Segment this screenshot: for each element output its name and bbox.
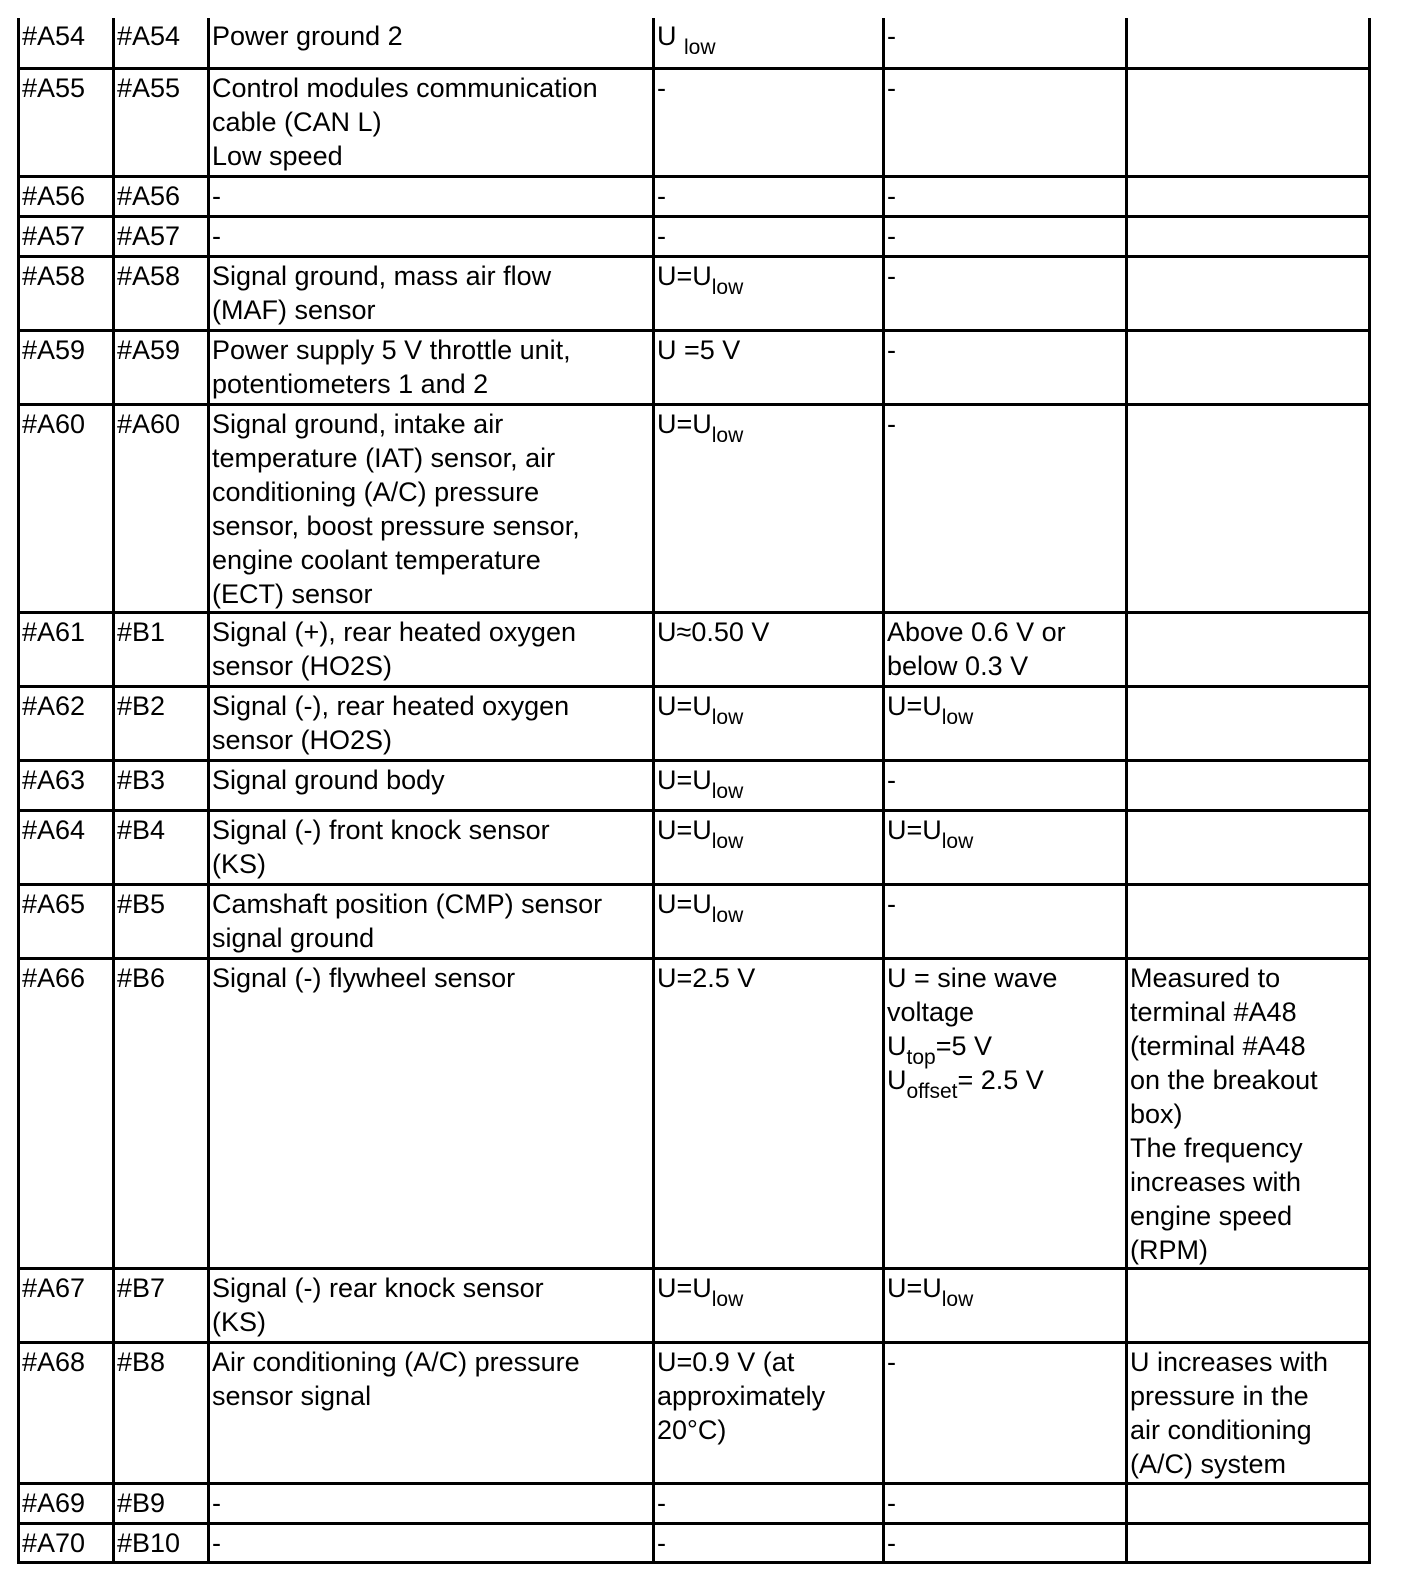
cell-line: #B6 [117,962,166,993]
cell-line: #A55 [117,72,181,103]
cell-line: - [212,1487,221,1518]
cell-description [209,404,654,612]
symbol: U [657,21,684,51]
cell-line: #A57 [22,220,86,251]
cell-pin-b [114,1268,209,1342]
cell-line: #A56 [22,180,86,211]
cell-line: #B8 [117,1346,166,1377]
cell-pin-b [114,18,209,68]
cell-line: - [887,180,896,211]
cell-line: Signal (-), rear heated oxygen [212,690,570,721]
cell-line: #A66 [22,962,86,993]
cell-voltage-condition-1 [654,958,884,1268]
cell-description [209,1342,654,1483]
cell-line: - [887,72,896,103]
cell-voltage-condition-2 [884,330,1127,404]
cell-voltage-condition-2 [884,216,1127,256]
subscript: low [711,829,744,853]
cell-notes [1127,1483,1370,1523]
cell-line [887,813,1123,853]
cell-line: (KS) [212,848,266,879]
cell-pin-a [19,216,114,256]
subscript: low [711,779,744,803]
cell-line: below 0.3 V [887,650,1029,681]
cell-notes [1127,1342,1370,1483]
cell-description [209,256,654,330]
cell-notes [1127,760,1370,810]
cell-line: - [887,1346,896,1377]
cell-line [657,813,880,853]
cell-line: #A56 [117,180,181,211]
cell-line: - [887,1487,896,1518]
subscript: low [711,903,744,927]
cell-voltage-condition-1 [654,810,884,884]
cell-voltage-condition-2 [884,612,1127,686]
cell-line: Camshaft position (CMP) sensor [212,888,603,919]
subscript: low [711,1287,744,1311]
cell-pin-a [19,176,114,216]
cell-voltage-condition-2 [884,18,1127,68]
cell-line: #B10 [117,1527,181,1558]
cell-line: (terminal #A48 [1130,1030,1306,1061]
cell-line: #B7 [117,1272,166,1303]
cell-voltage-condition-2 [884,1268,1127,1342]
cell-line: box) [1130,1098,1183,1129]
cell-line: - [212,1527,221,1558]
cell-pin-a [19,404,114,612]
cell-line: #A70 [22,1527,86,1558]
symbol: U=U [657,690,712,721]
cell-pin-b [114,1342,209,1483]
cell-line: #B2 [117,690,166,721]
cell-line: Power ground 2 [212,21,403,51]
value: =5 V [935,1030,992,1061]
cell-pin-b [114,1483,209,1523]
cell-line: - [887,21,896,51]
cell-line: conditioning (A/C) pressure [212,476,540,507]
cell-line: - [887,334,896,365]
cell-pin-a [19,686,114,760]
cell-line: #A57 [117,220,181,251]
cell-line: cable (CAN L) [212,106,382,137]
cell-line: on the breakout [1130,1064,1318,1095]
cell-line: approximately [657,1380,826,1411]
cell-line: terminal #A48 [1130,996,1297,1027]
symbol: U=U [887,690,942,721]
subscript: low [711,275,744,299]
cell-line [887,689,1123,729]
cell-line: #B5 [117,888,166,919]
cell-description [209,686,654,760]
cell-line: #A65 [22,888,86,919]
cell-voltage-condition-1 [654,1268,884,1342]
cell-pin-a [19,760,114,810]
cell-pin-b [114,404,209,612]
cell-line: #A54 [22,21,86,51]
table-row [19,176,1370,216]
cell-line [657,1271,880,1311]
subscript: top [906,1045,936,1069]
cell-line: - [887,764,896,795]
cell-voltage-condition-1 [654,686,884,760]
cell-voltage-condition-1 [654,216,884,256]
cell-notes [1127,330,1370,404]
subscript: low [711,423,744,447]
cell-line: signal ground [212,922,375,953]
symbol: U=U [657,260,712,291]
symbol: U=U [887,1272,942,1303]
cell-line [657,689,880,729]
cell-pin-a [19,330,114,404]
cell-line: (ECT) sensor [212,578,373,609]
cell-line: - [887,260,896,291]
table-row [19,958,1370,1268]
cell-pin-b [114,176,209,216]
symbol: U=U [657,1272,712,1303]
cell-line: U = sine wave [887,962,1058,993]
cell-voltage-condition-2 [884,958,1127,1268]
cell-line: - [887,220,896,251]
cell-pin-b [114,760,209,810]
subscript: low [711,705,744,729]
cell-line: U increases with [1130,1346,1329,1377]
cell-line: #A61 [22,616,86,647]
table-row [19,1523,1370,1562]
cell-pin-a [19,18,114,68]
cell-line: - [887,408,896,439]
subscript: low [941,705,974,729]
cell-notes [1127,686,1370,760]
cell-description [209,18,654,68]
cell-voltage-condition-2 [884,1523,1127,1562]
cell-pin-a [19,256,114,330]
cell-voltage-condition-2 [884,256,1127,330]
cell-voltage-condition-2 [884,1483,1127,1523]
cell-line: #A60 [117,408,181,439]
symbol: U=U [887,814,942,845]
cell-line: air conditioning [1130,1414,1312,1445]
cell-pin-a [19,810,114,884]
symbol: U=U [657,814,712,845]
cell-line: Measured to [1130,962,1281,993]
cell-line: #A58 [22,260,86,291]
cell-voltage-condition-2 [884,1342,1127,1483]
cell-pin-a [19,958,114,1268]
cell-voltage-condition-1 [654,68,884,176]
cell-line: (MAF) sensor [212,294,376,325]
cell-line [887,1271,1123,1311]
cell-line: #A59 [22,334,86,365]
cell-line: 20°C) [657,1414,727,1445]
table-row [19,330,1370,404]
cell-voltage-condition-2 [884,810,1127,884]
cell-line: sensor (HO2S) [212,724,393,755]
cell-notes [1127,884,1370,958]
cell-voltage-condition-1 [654,612,884,686]
cell-line: Signal (-) flywheel sensor [212,962,516,993]
cell-line: #B9 [117,1487,166,1518]
cell-pin-b [114,216,209,256]
cell-line: (RPM) [1130,1234,1208,1265]
cell-line: #A59 [117,334,181,365]
cell-line: Signal (-) rear knock sensor [212,1272,544,1303]
cell-line [887,1029,1123,1069]
cell-line [657,407,880,447]
cell-description [209,68,654,176]
cell-pin-a [19,884,114,958]
cell-description [209,1523,654,1562]
cell-voltage-condition-2 [884,884,1127,958]
cell-line: U =5 V [657,334,741,365]
cell-line: voltage [887,996,975,1027]
cell-notes [1127,1268,1370,1342]
cell-voltage-condition-1 [654,1342,884,1483]
cell-notes [1127,404,1370,612]
cell-description [209,884,654,958]
table-row [19,256,1370,330]
cell-voltage-condition-2 [884,404,1127,612]
cell-description [209,216,654,256]
cell-line: Signal (-) front knock sensor [212,814,550,845]
cell-line: sensor (HO2S) [212,650,393,681]
cell-voltage-condition-2 [884,176,1127,216]
cell-pin-b [114,810,209,884]
cell-line: - [887,1527,896,1558]
cell-line [657,259,880,299]
cell-line: (A/C) system [1130,1448,1287,1479]
cell-description [209,810,654,884]
cell-description [209,176,654,216]
value: = 2.5 V [957,1064,1044,1095]
table-row [19,612,1370,686]
symbol: U [887,1030,907,1061]
cell-voltage-condition-1 [654,404,884,612]
cell-line: #A64 [22,814,86,845]
cell-notes [1127,176,1370,216]
table-row [19,686,1370,760]
cell-notes [1127,216,1370,256]
cell-line: temperature (IAT) sensor, air [212,442,556,473]
cell-line [657,763,880,803]
cell-notes [1127,1523,1370,1562]
subscript: offset [906,1079,958,1103]
symbol: U [887,1064,907,1095]
cell-line: Signal ground, mass air flow [212,260,552,291]
table-row [19,404,1370,612]
table-row [19,884,1370,958]
cell-line: #B1 [117,616,166,647]
cell-voltage-condition-2 [884,760,1127,810]
cell-line: U≈0.50 V [657,616,770,647]
cell-pin-a [19,1342,114,1483]
cell-voltage-condition-1 [654,330,884,404]
cell-pin-b [114,686,209,760]
cell-voltage-condition-2 [884,68,1127,176]
cell-pin-b [114,1523,209,1562]
symbol: U=U [657,888,712,919]
cell-line: #A68 [22,1346,86,1377]
table-row [19,216,1370,256]
cell-line: sensor, boost pressure sensor, [212,510,580,541]
cell-pin-a [19,1268,114,1342]
cell-notes [1127,958,1370,1268]
symbol: U=U [657,408,712,439]
cell-pin-b [114,256,209,330]
cell-line: Low speed [212,140,343,171]
cell-line [657,887,880,927]
cell-pin-b [114,958,209,1268]
cell-line: engine speed [1130,1200,1293,1231]
cell-line: U=0.9 V (at [657,1346,795,1377]
cell-voltage-condition-1 [654,18,884,68]
cell-voltage-condition-1 [654,176,884,216]
cell-line: - [887,888,896,919]
symbol: U=U [657,764,712,795]
cell-pin-b [114,330,209,404]
table-row [19,18,1370,68]
table-row [19,810,1370,884]
cell-line: (KS) [212,1306,266,1337]
cell-line: The frequency [1130,1132,1303,1163]
cell-voltage-condition-1 [654,884,884,958]
cell-description [209,1268,654,1342]
cell-notes [1127,18,1370,68]
cell-line [887,1063,1123,1103]
cell-voltage-condition-1 [654,1523,884,1562]
subscript: low [941,829,974,853]
cell-line: #B3 [117,764,166,795]
cell-line: - [657,220,666,251]
cell-pin-a [19,612,114,686]
table-row [19,760,1370,810]
pin-voltage-table [17,18,1371,1564]
cell-line: #A69 [22,1487,86,1518]
cell-line: #A60 [22,408,86,439]
cell-line: Signal ground body [212,764,445,795]
cell-description [209,612,654,686]
cell-voltage-condition-2 [884,686,1127,760]
cell-line: Above 0.6 V or [887,616,1066,647]
cell-notes [1127,810,1370,884]
cell-line: #A58 [117,260,181,291]
cell-line: - [212,180,221,211]
cell-line: Signal (+), rear heated oxygen [212,616,576,647]
cell-line: #B4 [117,814,166,845]
cell-line: #A63 [22,764,86,795]
subscript: low [684,36,716,59]
cell-notes [1127,256,1370,330]
cell-pin-a [19,1523,114,1562]
cell-line: #A55 [22,72,86,103]
cell-voltage-condition-1 [654,1483,884,1523]
cell-pin-b [114,68,209,176]
cell-line: - [657,1527,666,1558]
cell-voltage-condition-1 [654,760,884,810]
cell-line: U=2.5 V [657,962,756,993]
cell-pin-b [114,884,209,958]
table-row [19,1483,1370,1523]
table-row [19,1342,1370,1483]
cell-line: Power supply 5 V throttle unit, [212,334,571,365]
cell-pin-a [19,1483,114,1523]
subscript: low [941,1287,974,1311]
cell-description [209,958,654,1268]
cell-line: engine coolant temperature [212,544,541,575]
cell-description [209,330,654,404]
cell-line: #A54 [117,21,181,51]
cell-line: - [657,72,666,103]
cell-line: - [657,180,666,211]
cell-line: #A67 [22,1272,86,1303]
cell-notes [1127,68,1370,176]
cell-line [657,19,880,59]
table-row [19,68,1370,176]
cell-line: potentiometers 1 and 2 [212,368,489,399]
cell-line: Air conditioning (A/C) pressure [212,1346,580,1377]
table-row [19,1268,1370,1342]
cell-line: sensor signal [212,1380,372,1411]
cell-line: - [657,1487,666,1518]
cell-voltage-condition-1 [654,256,884,330]
cell-line: Signal ground, intake air [212,408,504,439]
cell-description [209,1483,654,1523]
cell-description [209,760,654,810]
cell-line: #A62 [22,690,86,721]
cell-pin-a [19,68,114,176]
cell-line: pressure in the [1130,1380,1309,1411]
cell-pin-b [114,612,209,686]
cell-line: - [212,220,221,251]
cell-line: increases with [1130,1166,1302,1197]
cell-line: Control modules communication [212,72,598,103]
cell-notes [1127,612,1370,686]
